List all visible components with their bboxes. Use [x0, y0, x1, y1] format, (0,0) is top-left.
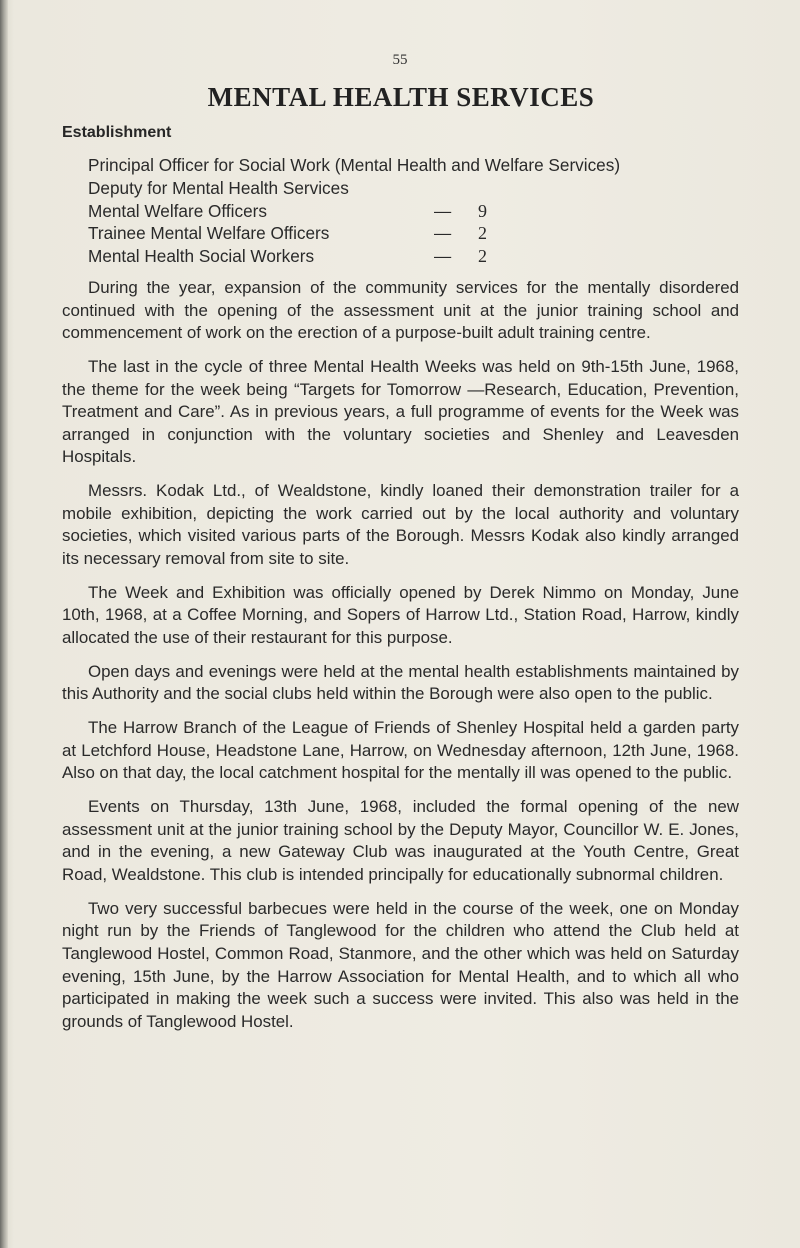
- staff-title: Deputy for Mental Health Services: [88, 177, 349, 198]
- staff-dash: —: [434, 200, 452, 221]
- paragraph: The Week and Exhibition was officially opened by Derek Nimmo on Monday, June 10th, 1968, at a Coffee Morning, and Sopers of Harrow Ltd., Station Road, Harrow, kindly allocated the use of their restaurant for this purpose.: [62, 582, 739, 647]
- staff-count: 9: [478, 200, 487, 221]
- section-heading-establishment: Establishment: [62, 124, 172, 141]
- page-binding-edge: [0, 0, 8, 1248]
- page-number: 55: [392, 52, 408, 68]
- staff-dash: —: [434, 246, 452, 267]
- staff-title: Mental Welfare Officers: [88, 200, 267, 221]
- paragraph: The Harrow Branch of the League of Friends of Shenley Hospital held a garden party at Letchford House, Headstone Lane, Harrow, on Wednesday afternoon, 12th June, 1968. Also on that day, the local catchment hospital for the mentally ill was opened to the public.: [62, 718, 739, 783]
- paragraph: Events on Thursday, 13th June, 1968, included the formal opening of the new assessment unit at the junior training school by the Deputy Mayor, Councillor W. E. Jones, and in the evening, a new Gateway Club was inaugurated at the Youth Centre, Great Road, Wealdstone. This club is intended principally for educationally subnormal children.: [62, 797, 739, 884]
- staff-row: [88, 177, 748, 200]
- establishment-staff-list: [88, 154, 748, 268]
- staff-row: [88, 200, 748, 223]
- paragraph: Open days and evenings were held at the mental health establishments maintained by this Authority and the social clubs held within the Borough were also open to the public.: [62, 661, 739, 704]
- staff-title: Principal Officer for Social Work (Mental Health and Welfare Services): [88, 155, 621, 175]
- page-title: MENTAL HEALTH SERVICES: [207, 82, 595, 112]
- paragraph: Two very successful barbecues were held in the course of the week, one on Monday night run by the Friends of Tanglewood for the children who attend the Club held at Tanglewood Hostel, Common Road, Stanmore, and the other which was held on Saturday evening, 15th June, by the Harrow Association for Mental Health, and to which all who participated in making the week such a success were invited. This also was held in the grounds of Tanglewood Hostel.: [62, 898, 739, 1031]
- body-text: [62, 277, 739, 1045]
- paragraph: Messrs. Kodak Ltd., of Wealdstone, kindly loaned their demonstration trailer for a mobile exhibition, depicting the work carried out by the local authority and voluntary societies, which visited various parts of the Borough. Messrs Kodak also kindly arranged its necessary removal from site to site.: [62, 481, 739, 568]
- staff-row: [88, 222, 748, 245]
- staff-count: 2: [478, 223, 487, 244]
- staff-count: 2: [478, 246, 487, 267]
- staff-row: [88, 245, 748, 268]
- staff-row: [88, 154, 748, 177]
- staff-title: Mental Health Social Workers: [88, 246, 315, 267]
- staff-title: Trainee Mental Welfare Officers: [88, 223, 330, 244]
- staff-dash: —: [434, 223, 452, 244]
- paragraph: The last in the cycle of three Mental Health Weeks was held on 9th-15th June, 1968, the theme for the week being “Targets for Tomorrow —Research, Education, Prevention, Treatment and Care”. As in previous years, a full programme of events for the Week was arranged in conjunction with the voluntary societies and Shenley and Leavesden Hospitals.: [62, 357, 739, 467]
- paragraph: During the year, expansion of the community services for the mentally disordered continued with the opening of the assessment unit at the junior training school and commencement of work on the erection of a purpose-built adult training centre.: [62, 278, 739, 343]
